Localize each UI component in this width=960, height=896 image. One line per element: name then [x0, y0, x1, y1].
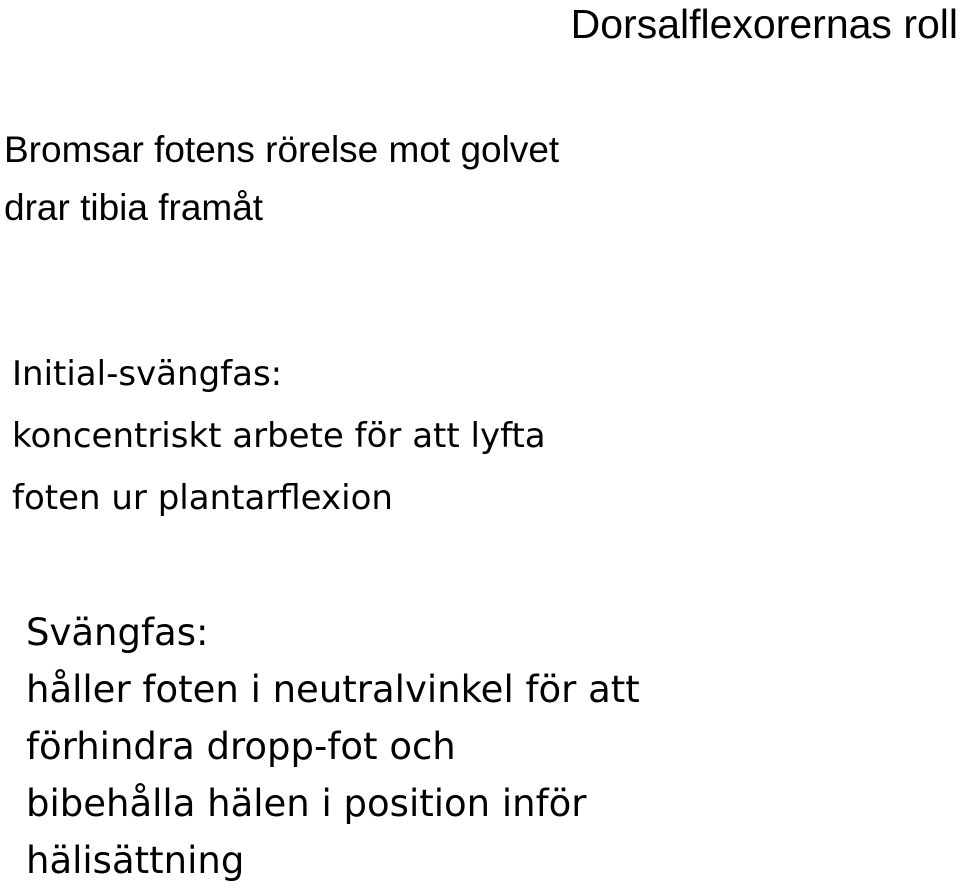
text-block-swing: [26, 604, 640, 889]
text-block-function: [4, 121, 559, 237]
text-line: bibehålla hälen i position inför: [26, 782, 587, 825]
text-line: drar tibia framåt: [4, 187, 264, 228]
slide-title: Dorsalflexorernas roll: [570, 1, 958, 47]
text-line: hälisättning: [26, 839, 245, 882]
section-heading: Initial-svängfas:: [12, 354, 283, 394]
text-line: håller foten i neutralvinkel för att: [26, 668, 640, 711]
text-block-initial-swing: [12, 343, 546, 529]
text-line: foten ur plantarflexion: [12, 478, 393, 518]
text-line: koncentriskt arbete för att lyfta: [12, 416, 546, 456]
section-heading: Svängfas:: [26, 611, 209, 654]
text-line: Bromsar fotens rörelse mot golvet: [4, 129, 560, 170]
text-line: förhindra dropp-fot och: [26, 725, 456, 768]
